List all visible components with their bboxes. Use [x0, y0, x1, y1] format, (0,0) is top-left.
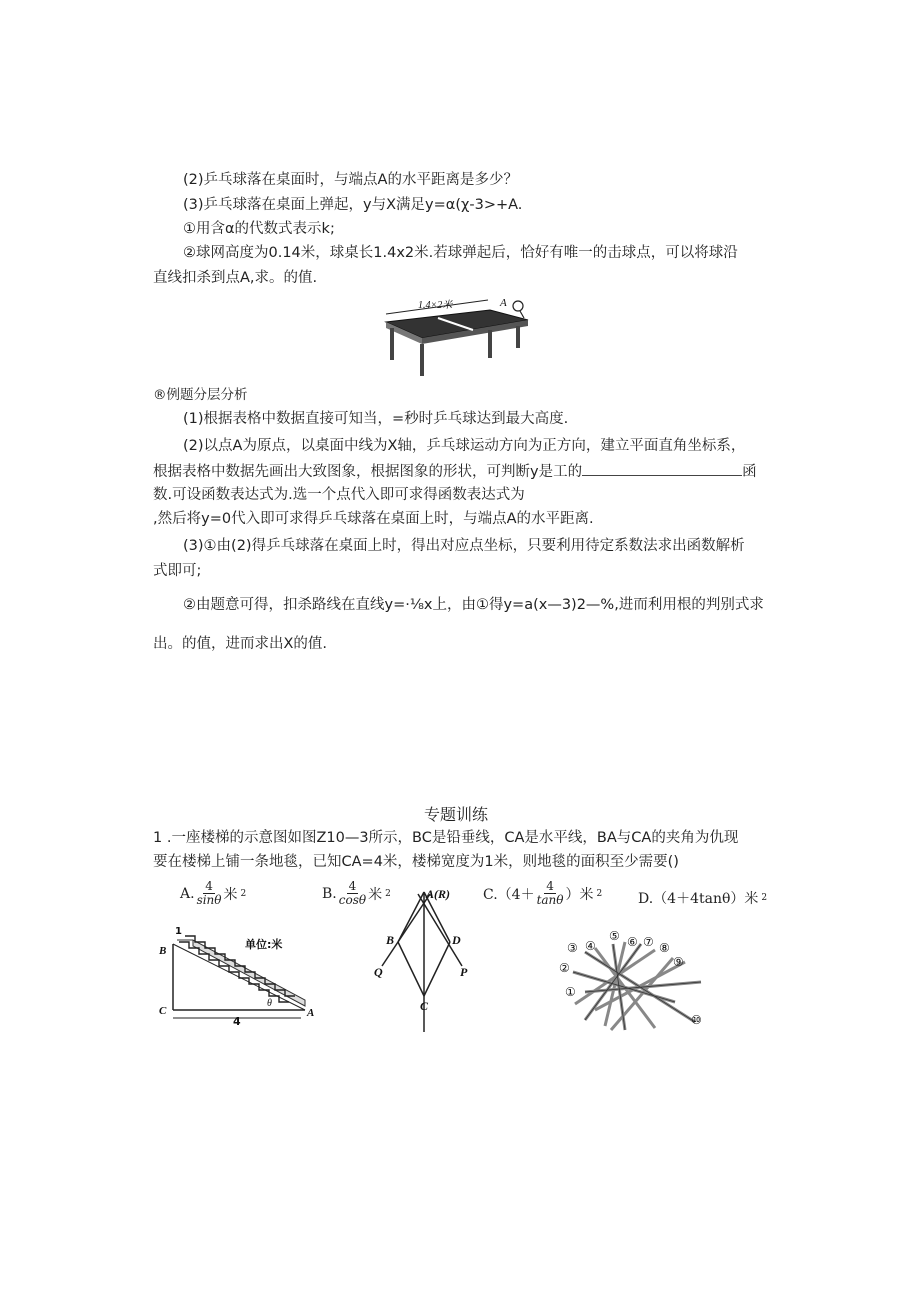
stair-figure	[155, 922, 325, 1027]
analysis-p2-line2-tail: 函	[742, 464, 757, 480]
analysis-p3-line1: (3)①由(2)得乒乓球落在桌面上时，得出对应点坐标，只要利用待定系数法求出函数解析	[183, 538, 745, 554]
stick-label-1: ①	[565, 985, 576, 999]
stick-label-6: ⑥	[627, 935, 638, 949]
analysis-p2-line3: 数.可设函数表达式为.选一个点代入即可求得函数表达式为	[153, 487, 525, 503]
ca-length-label: 4	[233, 1015, 241, 1027]
point-a-label: A(R)	[426, 887, 450, 901]
question-1-line2: 要在楼梯上铺一条地毯，已知CA=4米，楼梯宽度为1米，则地毯的面积至少需要()	[153, 854, 679, 870]
question-3: (3)乒乓球落在桌面上弹起，y与X满足y=α(χ-3>+A.	[183, 197, 523, 213]
question-2: (2)乒乓球落在桌面时，与端点A的水平距离是多少？	[183, 172, 518, 188]
fraction: $\frac{4}{\tan\theta}$	[536, 879, 564, 907]
theta-label: θ	[267, 998, 272, 1009]
point-a-label: A	[307, 1007, 315, 1019]
stick-label-7: ⑦	[643, 935, 654, 949]
option-c[interactable]: C.（4＋ $\frac{4}{\tan\theta}$ ）米 2	[483, 879, 603, 907]
point-c-label: C	[420, 999, 429, 1013]
analysis-p1: (1)根据表格中数据直接可知当，=秒时乒乓球达到最大高度.	[183, 411, 569, 427]
stick-label-5: ⑤	[609, 929, 620, 943]
analysis-heading: ®例题分层分析	[153, 387, 248, 403]
question-1-line1: 1 .一座楼梯的示意图如图Z10—3所示，BC是铅垂线，CA是水平线，BA与CA的夹角为仇现	[153, 830, 739, 846]
point-b-label: B	[159, 945, 167, 957]
option-d[interactable]: D.（4＋4tanθ）米 2	[638, 891, 768, 907]
paddle	[513, 301, 523, 311]
stick-label-3: ③	[567, 941, 578, 955]
length-label: 1.4×2米	[418, 300, 453, 311]
analysis-p3-2-line1: ②由题意可得，扣杀路线在直线y=·⅛x上，由①得y=a(x—3)2—%,进而利用根的判别式求	[183, 597, 764, 613]
point-c-label: C	[159, 1005, 167, 1017]
point-b-label: B	[386, 933, 395, 947]
question-3-part-2-line1: ②球网高度为0.14米，球桌长1.4x2米.若球弹起后，恰好有唯一的击球点，可以将球沿	[183, 245, 738, 261]
unit-label: 单位:米	[245, 938, 283, 951]
point-d-label: D	[452, 933, 461, 947]
analysis-p2-line2	[153, 461, 757, 482]
point-q-label: Q	[374, 965, 383, 979]
analysis-p3-2-line2: 出。的值，进而求出X的值.	[153, 636, 328, 652]
point-a-label: A	[500, 297, 507, 309]
analysis-p2-line1: (2)以点A为原点，以桌面中线为X轴，乒乓球运动方向为正方向，建立平面直角坐标系，	[183, 438, 746, 454]
analysis-p3-line2: 式即可;	[153, 563, 202, 579]
option-a[interactable]: A. $\frac{4}{\sin\theta}$ 米 2	[180, 879, 247, 907]
section-title: 专题训练	[424, 805, 489, 824]
stick-label-8: ⑧	[659, 941, 670, 955]
rhombus-figure	[370, 884, 480, 1032]
option-b[interactable]: B. $\frac{4}{\cos\theta}$ 米 2	[322, 879, 391, 907]
question-3-part-2-line2: 直线扣杀到点A,求。的值.	[153, 270, 318, 286]
slope-ba	[173, 944, 305, 1010]
fraction: $\frac{4}{\cos\theta}$	[338, 879, 367, 907]
sticks-figure	[555, 922, 715, 1032]
ping-pong-table-figure	[378, 292, 538, 378]
fill-in-blank[interactable]	[582, 461, 742, 476]
stair-steps	[177, 936, 305, 1006]
stick-label-10: ⑩	[691, 1013, 702, 1027]
analysis-p2-line4: ,然后将y=0代入即可求得乒乓球落在桌面上时，与端点A的水平距离.	[153, 511, 594, 527]
analysis-p2-line2-text: 根据表格中数据先画出大致图象，根据图象的形状，可判断y是工的	[153, 464, 583, 480]
stick-label-4: ④	[585, 939, 596, 953]
question-3-part-1: ①用含α的代数式表示k;	[183, 221, 335, 237]
width-label: 1	[175, 926, 182, 937]
point-p-label: P	[460, 965, 468, 979]
fraction: $\frac{4}{\sin\theta}$	[196, 879, 222, 907]
stick-label-2: ②	[559, 961, 570, 975]
stick-label-9: ⑨	[673, 955, 684, 969]
